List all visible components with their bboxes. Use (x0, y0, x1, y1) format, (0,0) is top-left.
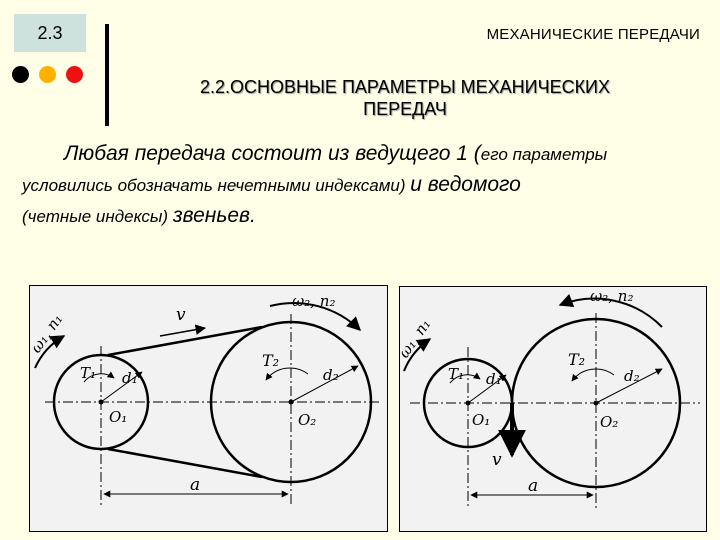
page-subtitle (150, 76, 660, 120)
body-line-3-note: (четные индексы) (22, 207, 173, 226)
subtitle-line-2: ПЕРЕДАЧ (363, 99, 447, 119)
body-line-2-main: и ведомого (410, 173, 521, 196)
gear-T1-label: T₁ (448, 365, 465, 383)
subtitle-line-1: 2.2.ОСНОВНЫЕ ПАРАМЕТРЫ МЕХАНИЧЕСКИХ (199, 77, 611, 97)
belt-T1-label: T₁ (80, 364, 97, 382)
gear-O1-label: O₁ (472, 411, 491, 429)
red-dot (66, 66, 83, 83)
belt-d2-label: d₂ (323, 366, 339, 384)
body-line-2-note: условились обозначать нечетными индексами) (22, 176, 411, 195)
body-line-2 (22, 173, 521, 197)
belt-v-label: v (176, 305, 186, 325)
belt-omega1-label: ω₁, n₁ (26, 310, 67, 357)
belt-O1-label: O₁ (109, 408, 128, 426)
body-line-3-main: звеньев. (172, 204, 256, 227)
belt-drive-figure (26, 285, 388, 532)
belt-omega2-label: ω₂, n₂ (292, 292, 336, 310)
gear-omega2-label: ω₂, n₂ (590, 287, 634, 305)
body-line-1 (64, 142, 607, 166)
header-title: МЕХАНИЧЕСКИЕ ПЕРЕДАЧИ (486, 26, 700, 43)
gear-O2-label: O₂ (600, 413, 619, 431)
gear-d2-label: d₂ (624, 367, 640, 385)
gear-T2-label: T₂ (568, 350, 586, 369)
decorative-dots (12, 66, 83, 84)
belt-T2-label: T₂ (262, 351, 280, 370)
gear-drive-diagram (394, 287, 706, 531)
body-line-1-main: Любая передача состоит из ведущего 1 ( (64, 142, 481, 165)
belt-a-label: a (190, 475, 201, 495)
black-dot (12, 66, 29, 83)
body-line-1-note: его параметры (480, 145, 608, 164)
orange-dot (39, 66, 56, 83)
gear-drive-figure (394, 286, 707, 532)
vertical-divider (105, 24, 109, 126)
gear-v-label: v (492, 450, 502, 470)
belt-O2-label: O₂ (298, 411, 317, 429)
belt-d1-label: d₁ (122, 369, 138, 387)
gear-d1-label: d₁ (486, 370, 502, 388)
section-number-badge (14, 14, 86, 52)
belt-drive-diagram (26, 286, 387, 531)
gear-a-label: a (528, 476, 539, 496)
body-line-3 (22, 204, 256, 228)
section-number: 2.3 (37, 22, 63, 43)
gear-omega1-label: ω₁, n₁ (394, 315, 435, 362)
